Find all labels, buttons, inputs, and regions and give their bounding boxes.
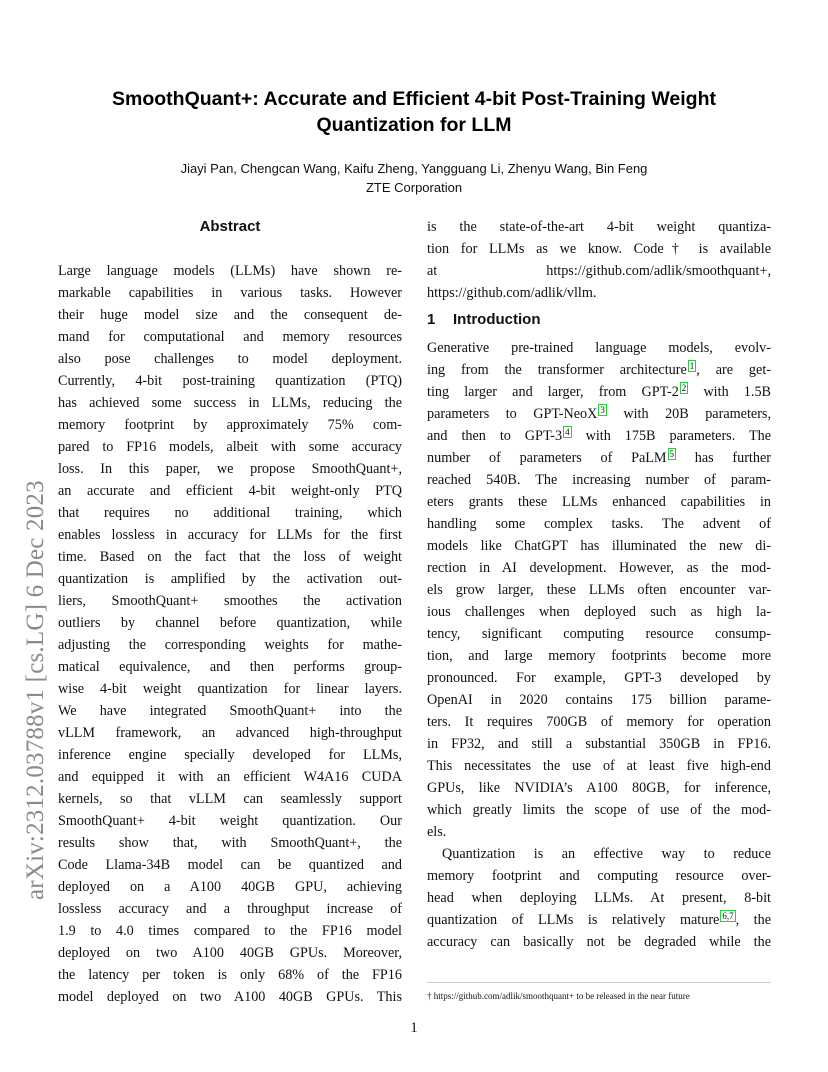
text-line [427, 491, 771, 513]
line-text: and then to GPT-3 [427, 428, 563, 444]
text-line: deployed on two A100 40GB GPUs. Moreover, [58, 945, 402, 961]
line-text-after-citation: , the [735, 912, 771, 928]
line-text: This necessitates the use of at least five high-end [427, 758, 771, 774]
text-line: the latency per token is only 68% of the FP16 [58, 967, 402, 983]
text-line [427, 535, 771, 557]
text-line: Large language models (LLMs) have shown re- [58, 263, 402, 279]
text-line [427, 469, 771, 491]
text-line [427, 579, 771, 601]
text-line: 1.9 to 4.0 times compared to the FP16 model [58, 923, 402, 939]
text-line [427, 425, 771, 447]
text-line: that requires no additional training, which [58, 505, 402, 521]
line-text: in FP32, and still a substantial 350GB in FP16. [427, 736, 771, 752]
text-line: model deployed on two A100 40GB GPUs. This [58, 989, 402, 1005]
text-line: has achieved some success in LLMs, reducing the [58, 395, 402, 411]
intro-paragraph-1 [427, 337, 771, 843]
line-text: tency, significant computing resource consump- [427, 626, 771, 642]
text-line: deployed on a A100 40GB GPU, achieving [58, 879, 402, 895]
text-line: Currently, 4-bit post-training quantization (PTQ) [58, 373, 402, 389]
text-line [427, 403, 771, 425]
text-line [427, 843, 771, 865]
text-line [427, 645, 771, 667]
text-line: adjusting the corresponding weights for mathe- [58, 637, 402, 653]
text-line [427, 381, 771, 403]
right-column [427, 216, 771, 953]
line-text: handling some complex tasks. The advent of [427, 516, 771, 532]
text-line: lossless accuracy and a throughput increase of [58, 901, 402, 917]
text-line [427, 733, 771, 755]
author-block [60, 159, 768, 197]
line-text: els. [427, 824, 447, 840]
arxiv-sidebar-id: arXiv:2312.03788v1 [cs.LG] 6 Dec 2023 [22, 480, 49, 900]
text-line: memory footprint by approximately 75% com- [58, 417, 402, 433]
citation-link[interactable]: 2 [681, 383, 687, 393]
text-line: is the state-of-the-art 4-bit weight quantiza- [427, 219, 771, 235]
intro-paragraph-2 [427, 843, 771, 953]
text-line: mand for computational and memory resources [58, 329, 402, 345]
text-line: quantization is amplified by the activation out- [58, 571, 402, 587]
line-text: eters grants these LLMs enhanced capabilities in [427, 494, 771, 510]
text-line [427, 623, 771, 645]
text-line [427, 799, 771, 821]
text-line [427, 711, 771, 733]
citation-link[interactable]: 6,7 [722, 911, 734, 921]
footnote: † https://github.com/adlik/smoothquant+ to be released in the near future [427, 991, 690, 1001]
text-line [427, 931, 771, 953]
line-text: accuracy can basically not be degraded while the [427, 934, 771, 950]
abstract-continuation [427, 216, 771, 304]
line-text: ting larger and larger, from GPT-2 [427, 384, 679, 400]
text-line: time. Based on the fact that the loss of weight [58, 549, 402, 565]
text-line [427, 755, 771, 777]
line-text-after-citation: , are get- [696, 362, 771, 378]
line-text: ters. It requires 700GB of memory for operation [427, 714, 771, 730]
text-line: We have integrated SmoothQuant+ into the [58, 703, 402, 719]
abstract-body [58, 260, 402, 1008]
text-line: wise 4-bit weight quantization for linear layers. [58, 681, 402, 697]
text-line: liers, SmoothQuant+ smoothes the activation [58, 593, 402, 609]
text-line: matical equivalence, and then performs group- [58, 659, 402, 675]
text-line [427, 359, 771, 381]
affiliation: ZTE Corporation [365, 180, 463, 195]
paper-title [60, 86, 768, 138]
text-line: tion for LLMs as we know. Code† is available [427, 241, 771, 257]
line-text: els grow larger, these LLMs often encounter var- [427, 582, 771, 598]
text-line: vLLM framework, an advanced high-throughput [58, 725, 402, 741]
line-text: Quantization is an effective way to reduce [442, 846, 771, 862]
line-text: models like ChatGPT has illuminated the new di- [427, 538, 771, 554]
line-text: ious challenges when deployed such as high la- [427, 604, 771, 620]
line-text: which greatly limits the scope of use of the mod- [427, 802, 771, 818]
text-line [427, 513, 771, 535]
text-line: SmoothQuant+ 4-bit weight quantization. Our [58, 813, 402, 829]
text-line [427, 337, 771, 359]
title-line-2: Quantization for LLM [316, 114, 512, 136]
section-number: 1 [427, 311, 436, 328]
text-line [427, 601, 771, 623]
author-list: Jiayi Pan, Chengcan Wang, Kaifu Zheng, Yangguang Li, Zhenyu Wang, Bin Feng [180, 161, 648, 176]
left-column [58, 216, 402, 1008]
text-line: results show that, with SmoothQuant+, the [58, 835, 402, 851]
text-line [427, 777, 771, 799]
text-line: inference engine specially developed for LLMs, [58, 747, 402, 763]
line-text: parameters to GPT-NeoX [427, 406, 598, 422]
text-line: an accurate and efficient 4-bit weight-only PTQ [58, 483, 402, 499]
text-line: loss. In this paper, we propose SmoothQuant+, [58, 461, 402, 477]
text-line [427, 557, 771, 579]
line-text-after-citation: has further [676, 450, 771, 466]
line-text: GPUs, like NVIDIA’s A100 80GB, for inference, [427, 780, 771, 796]
line-text: number of parameters of PaLM [427, 450, 667, 466]
line-text-after-citation: with 175B parameters. The [571, 428, 772, 444]
line-text: ing from the transformer architecture [427, 362, 687, 378]
footnote-rule [427, 982, 771, 983]
title-line-1: SmoothQuant+: Accurate and Efficient 4-bit Post-Training Weight [112, 88, 716, 110]
text-line: pared to FP16 models, albeit with some accuracy [58, 439, 402, 455]
line-text: OpenAI in 2020 contains 175 billion parame- [427, 692, 771, 708]
page-number: 1 [410, 1020, 418, 1036]
line-text: head when deploying LLMs. At present, 8-bit [427, 890, 771, 906]
text-line: Code Llama-34B model can be quantized and [58, 857, 402, 873]
text-line: outliers by channel before quantization, while [58, 615, 402, 631]
line-text: Generative pre-trained language models, evolv- [427, 340, 771, 356]
line-text-after-citation: with 20B parameters, [606, 406, 771, 422]
text-line: kernels, so that vLLM can seamlessly support [58, 791, 402, 807]
text-line: also pose challenges to model deployment. [58, 351, 402, 367]
line-text-after-citation: with 1.5B [688, 384, 772, 400]
text-line: at https://github.com/adlik/smoothquant+, [427, 263, 771, 279]
line-text: pronounced. For example, GPT-3 developed by [427, 670, 771, 686]
text-line: and equipped it with an efficient W4A16 CUDA [58, 769, 402, 785]
text-line [427, 865, 771, 887]
citation-link[interactable]: 4 [565, 427, 570, 437]
text-line [427, 909, 771, 931]
line-text: quantization of LLMs is relatively mature [427, 912, 720, 928]
text-line [427, 689, 771, 711]
text-line: enables lossless in accuracy for LLMs for the first [58, 527, 402, 543]
text-line [427, 821, 771, 843]
line-text: rection in AI development. However, as the mod- [427, 560, 771, 576]
text-line [427, 447, 771, 469]
text-line [427, 667, 771, 689]
citation-link[interactable]: 5 [669, 449, 675, 459]
abstract-heading: Abstract [199, 218, 261, 235]
section-title: Introduction [453, 311, 541, 328]
line-text: memory footprint and computing resource over- [427, 868, 771, 884]
section-heading-introduction [427, 309, 771, 331]
line-text: tion, and large memory footprints become more [427, 648, 771, 664]
citation-link[interactable]: 1 [689, 361, 695, 371]
line-text: reached 540B. The increasing number of param- [427, 472, 771, 488]
text-line: markable capabilities in various tasks. However [58, 285, 402, 301]
text-line: https://github.com/adlik/vllm. [427, 285, 597, 301]
text-line: their huge model size and the consequent de- [58, 307, 402, 323]
citation-link[interactable]: 3 [600, 405, 605, 415]
text-line [427, 887, 771, 909]
